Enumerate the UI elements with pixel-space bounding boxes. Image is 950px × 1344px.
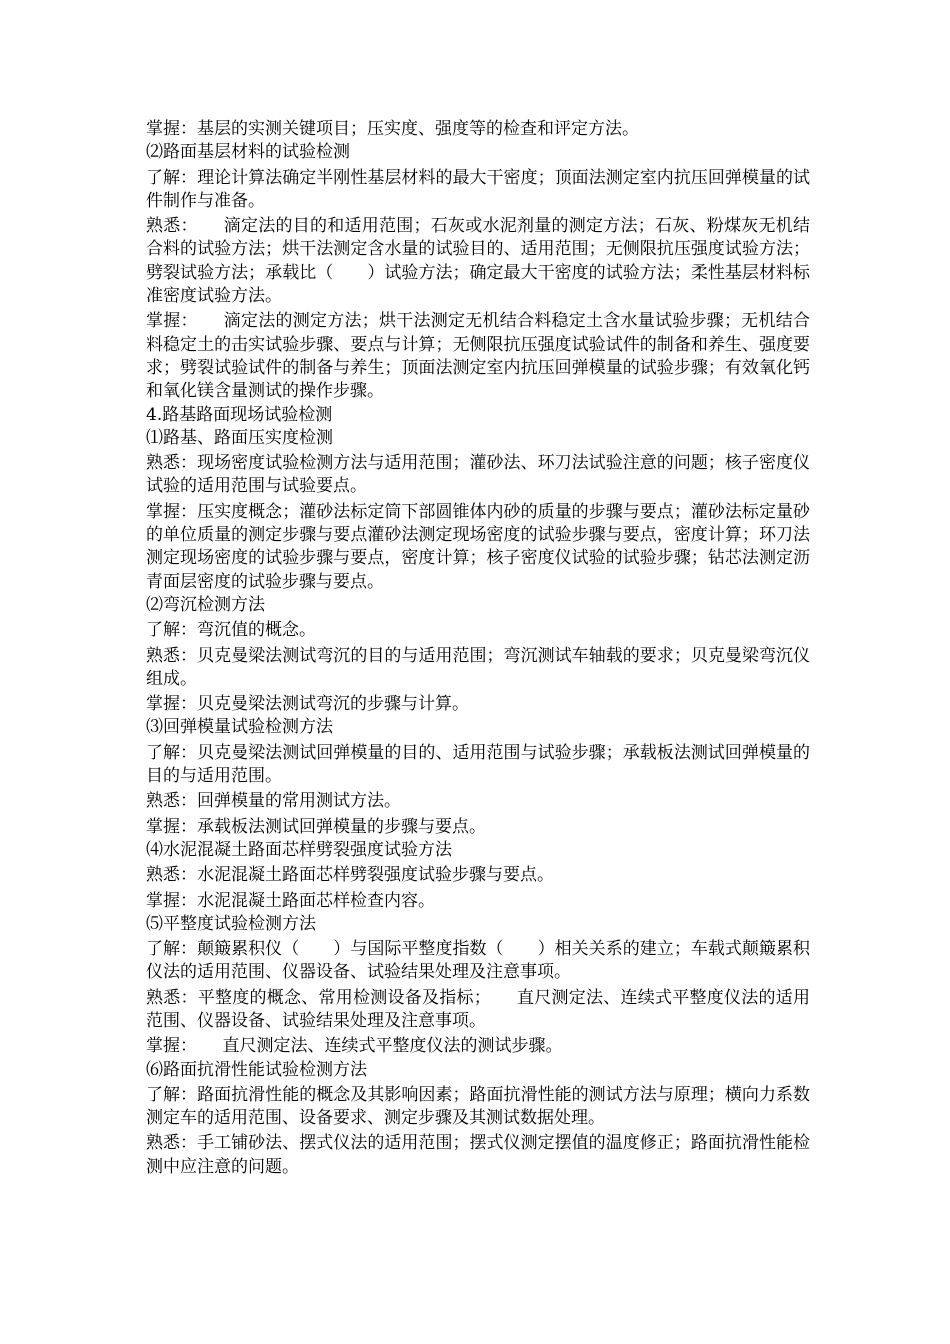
paragraph: 熟悉：现场密度试验检测方法与适用范围；灌砂法、环刀法试验注意的问题；核子密度仪试验的适用范围与试验要点。 <box>146 453 810 497</box>
section-heading: ⑴路基、路面压实度检测 <box>146 427 333 448</box>
paragraph: 熟悉：贝克曼梁法测试弯沉的目的与适用范围；弯沉测试车轴载的要求；贝克曼梁弯沉仪组成。 <box>146 645 810 689</box>
paragraph: 了解：弯沉值的概念。 <box>146 620 316 641</box>
paragraph: 熟悉：手工铺砂法、摆式仪法的适用范围；摆式仪测定摆值的温度修正；路面抗滑性能检测中应注意的问题。 <box>146 1133 810 1177</box>
paragraph: 了解：颠簸累积仪（ ）与国际平整度指数（ ）相关关系的建立；车载式颠簸累积仪法的适用范围、仪器设备、试验结果处理及注意事项。 <box>146 939 810 983</box>
paragraph: 了解：贝克曼梁法测试回弹模量的目的、适用范围与试验步骤；承载板法测试回弹模量的目的与适用范围。 <box>146 742 810 787</box>
section-heading: ⑵路面基层材料的试验检测 <box>146 142 350 163</box>
paragraph: 掌握：基层的实测关键项目；压实度、强度等的检查和评定方法。 <box>146 119 639 139</box>
section-heading: ⑹路面抗滑性能试验检测方法 <box>146 1059 367 1080</box>
paragraph: 掌握：贝克曼梁法测试弯沉的步骤与计算。 <box>146 694 469 715</box>
paragraph: 掌握：压实度概念；灌砂法标定筒下部圆锥体内砂的质量的步骤与要点；灌砂法标定量砂的单位质量的测定步骤与要点灌砂法测定现场密度的试验步骤与要点，密度计算；环刀法测定现场密度的试验步骤与要点，密度计算；核子密度仪试验的试验步骤；钻芯法测定沥青面层密度的试验步骤与要点。 <box>146 501 810 592</box>
paragraph: 掌握： 直尺测定法、连续式平整度仪法的测试步骤。 <box>146 1036 563 1057</box>
section-heading: 4.路基路面现场试验检测 <box>146 404 333 425</box>
paragraph: 掌握：水泥混凝土路面芯样检查内容。 <box>146 890 435 911</box>
paragraph: 了解：路面抗滑性能的概念及其影响因素；路面抗滑性能的测试方法与原理；横向力系数测定车的适用范围、设备要求、测定步骤及其测试数据处理。 <box>146 1084 810 1129</box>
paragraph: 掌握： 滴定法的测定方法；烘干法测定无机结合料稳定土含水量试验步骤；无机结合料稳定土的击实试验步骤、要点与计算；无侧限抗压强度试验试件的制备和养生、强度要求；劈裂试验试件的制备与养生；顶面法测定室内抗压回弹模量的试验步骤；有效氧化钙和氧化镁含量测试的操作步骤。 <box>146 311 810 402</box>
section-heading: ⑵弯沉检测方法 <box>146 594 265 615</box>
section-heading: ⑶回弹模量试验检测方法 <box>146 717 333 738</box>
section-heading: ⑷水泥混凝土路面芯样劈裂强度试验方法 <box>146 839 452 860</box>
document-body <box>146 116 810 1179</box>
paragraph: 熟悉： 滴定法的目的和适用范围；石灰或水泥剂量的测定方法；石灰、粉煤灰无机结合料的试验方法；烘干法测定含水量的试验目的、适用范围；无侧限抗压强度试验方法；劈裂试验方法；承载比（ ）试验方法；确定最大干密度的试验方法；柔性基层材料标准密度试验方法。 <box>146 216 810 307</box>
paragraph: 熟悉：回弹模量的常用测试方法。 <box>146 791 401 812</box>
section-heading: ⑸平整度试验检测方法 <box>146 913 316 934</box>
paragraph: 掌握：承载板法测试回弹模量的步骤与要点。 <box>146 816 486 837</box>
paragraph: 熟悉：水泥混凝土路面芯样劈裂强度试验步骤与要点。 <box>146 865 554 886</box>
paragraph: 了解：理论计算法确定半刚性基层材料的最大干密度；顶面法测定室内抗压回弹模量的试件制作与准备。 <box>146 167 810 211</box>
paragraph: 熟悉：平整度的概念、常用检测设备及指标； 直尺测定法、连续式平整度仪法的适用范围、仪器设备、试验结果处理及注意事项。 <box>146 987 810 1031</box>
